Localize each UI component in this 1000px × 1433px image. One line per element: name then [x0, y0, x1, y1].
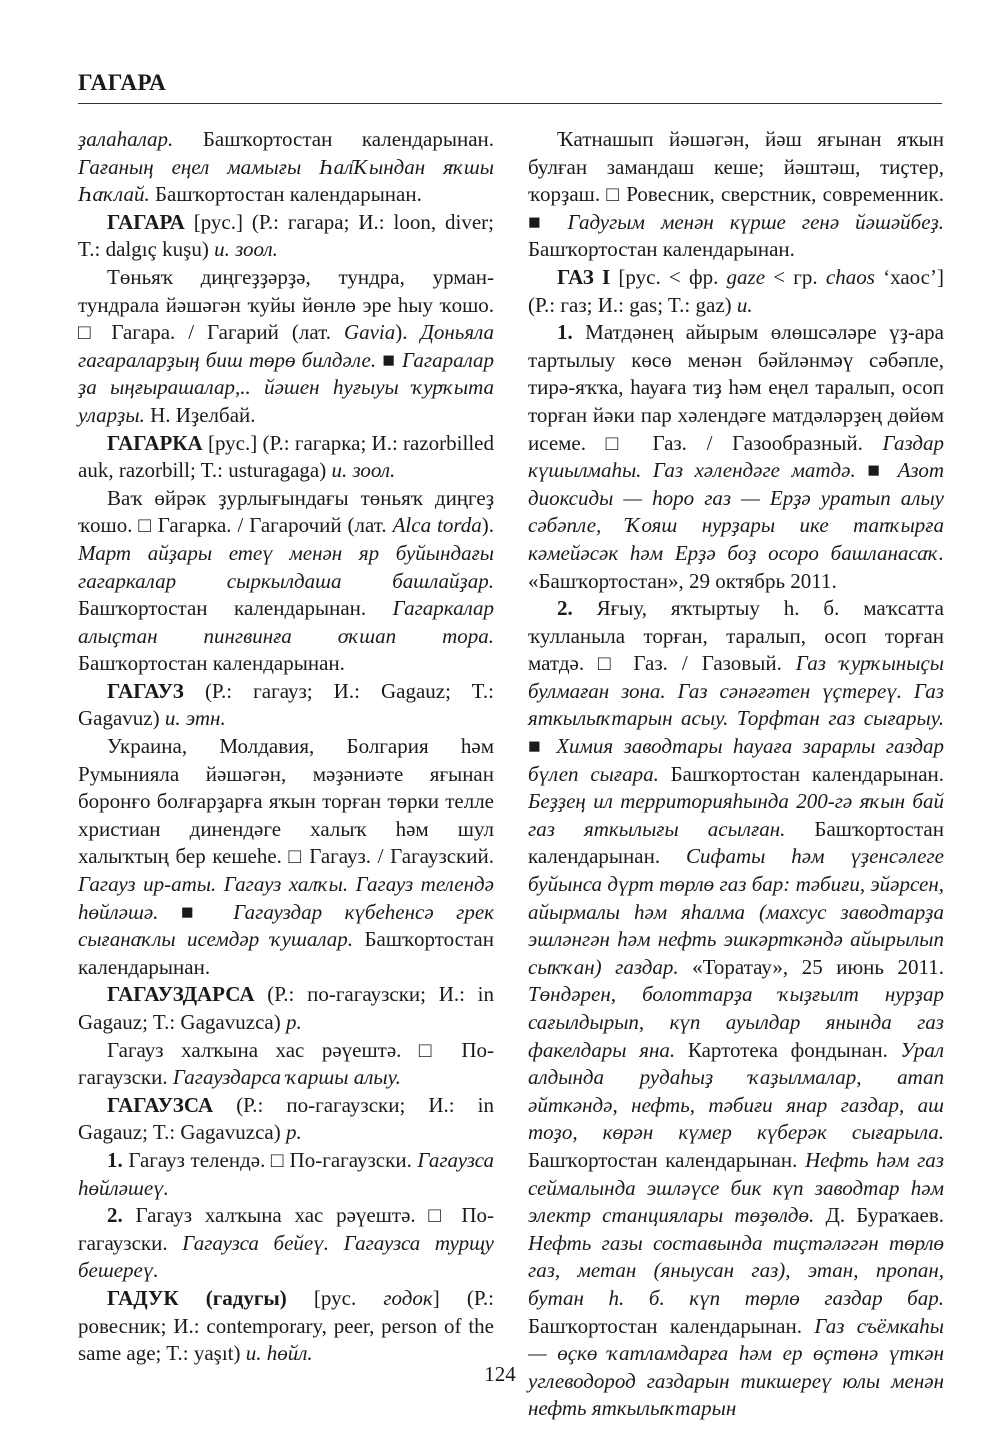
entry-headword: ГАГАУЗДАРСА [107, 982, 255, 1007]
text-run: ■ [376, 347, 402, 372]
text-run: Ваҡ өйрәк ҙурлығындағы төньяҡ диңгеҙ ҡошо. □ Гагарка. / Гагарочий (лат. [78, 485, 494, 538]
entry-headword: 2. [107, 1203, 123, 1228]
text-run: Башҡортостан календарынан. [149, 182, 422, 207]
dictionary-paragraph [78, 981, 494, 1036]
italic-text: Гадугым менән күрше генә йәшәйбеҙ. [567, 209, 945, 234]
dictionary-paragraph [78, 1092, 494, 1147]
entry-headword: ГАГАРА [107, 209, 185, 234]
text-run: Башҡортостан календарынан. [173, 127, 494, 151]
italic-text: р. [285, 1120, 302, 1145]
italic-text: Нефть һәм газ сеймалында эшләүсе бик күп заводтар һәм электр станциялары төҙөлдө. [528, 1147, 944, 1228]
right-column [528, 126, 944, 1423]
italic-text: Газдар күшылмаһы. Газ хәлендәге матдә. [528, 430, 944, 483]
italic-text: Гагаралар ҙа ыңғырашалар,.. йәшен һуғыуы ҡурҡыта уларҙы. [78, 347, 494, 427]
italic-text: Гагауздарса ҡаршы алыу. [172, 1065, 401, 1090]
italic-text: Gavia [343, 320, 396, 345]
italic-text: Азот диоксиды — һоро газ — Ерҙә уратып алыу сәбәпле, Ҡояш нурҙары ике тапҡырға кәмейәсәк һәм Ерҙә боҙ осоро башланасаҡ. [528, 458, 944, 565]
italic-text: р. [285, 1010, 302, 1034]
left-column [78, 126, 494, 1368]
italic-text: Гагаркалар алыҫтан пингвинға оҡшап тора. [78, 596, 494, 648]
italic-text: Газ ҡурҡыныҫы булмаған зона. Газ сәнәғәтен үҫтереү. Газ яткылыҡтарын асыу. Торфтан газ сығарыу. [528, 651, 944, 731]
italic-text: Урал алдында рудаһыҙ ҡаҙылмалар, атап әйткәндә, нефть, тәбиғи янар газдар, аш тоҙо, көрән күмер күберәк сығарыла. [528, 1037, 944, 1145]
text-run: «Башҡортостан», 29 октябрь 2011. [528, 568, 837, 593]
page-number: 124 [484, 1362, 516, 1386]
text-run: ] (Р.: ровесник; И.: contemporary, peer, person of the same age; T.: yaşıt) [78, 1285, 494, 1366]
text-run: Төньяҡ диңгеҙҙәрҙә, тундра, урман-тундрала йәшәгән ҡуйы йөнлө эре һыу ҡошо. □ Гагара. / Гагарий (лат. [78, 264, 494, 345]
dictionary-paragraph [78, 1285, 494, 1368]
dictionary-paragraph [78, 1147, 494, 1202]
text-run: Башҡортостан календарынан. [528, 1313, 815, 1338]
entry-headword: ГАГАУЗ [107, 678, 184, 703]
header-divider [78, 103, 942, 104]
text-run: (Р.: по-гагаузски; И.: in Gagauz; T.: Gagavuzca) [78, 1092, 494, 1145]
dictionary-paragraph [78, 264, 494, 430]
text-run: Башҡортостан календарынан. [528, 237, 795, 262]
text-run: Башҡортостан календарынан. [78, 651, 345, 676]
italic-text: годок [383, 1285, 433, 1310]
text-run: Картотека фондынан. [675, 1037, 901, 1062]
italic-text: ҙалаһалар. [78, 127, 174, 151]
text-run: (Р.: гагауз; И.: Gagauz; T.: Gagavuz) [78, 678, 494, 731]
dictionary-paragraph [528, 126, 944, 264]
text-run: ■ [855, 458, 898, 483]
dictionary-paragraph [78, 430, 494, 485]
italic-text: Гагаузса һөйләшеү. [78, 1147, 494, 1200]
text-run: Ҡатнашып йәшәгән, йәш яғынан яҡын булған замандаш кеше; йәштәш, тиҫтер, ҡорҙаш. □ Ровесник, сверстник, современник. ■ [528, 127, 944, 234]
text-run: ■ [528, 734, 557, 759]
italic-text: и. зоол. [214, 237, 278, 262]
text-run: Башҡортостан календарынан. [658, 761, 944, 786]
italic-text: Газ съёмкаһы — өҫкө ҡатламдарға һәм ер өҫтөнә үткән углеводород газдарын тикшереү юлы менән нефть яткылыҡтарын [528, 1313, 944, 1421]
dictionary-paragraph [528, 264, 944, 319]
text-run: Гагауз халҡына хас рәүештә. □ По-гагаузски. [78, 1203, 494, 1255]
italic-text: Март айҙары етеү менән яр буйындағы гагаркалар сыркылдаша башлайҙар. [78, 540, 494, 593]
dictionary-paragraph [78, 209, 494, 264]
text-run: ‘хаос’] (Р.: газ; И.: gas; T.: gaz) [528, 264, 944, 317]
dictionary-paragraph [528, 595, 944, 1423]
text-run: (Р.: по-гагаузски; И.: in Gagauz; T.: Gagavuzca) [78, 982, 494, 1034]
text-run: ). [481, 513, 494, 538]
text-run: < гр. [765, 264, 826, 289]
text-run: Башҡортостан календарынан. [528, 1147, 806, 1172]
entry-headword: 1. [557, 320, 573, 345]
italic-text: Төндәрен, болоттарҙа ҡыҙғылт нурҙар сағылдырып, күп ауылдар янында газ факелдары яна. [528, 982, 944, 1062]
italic-text: и. [736, 292, 753, 317]
italic-text: и. этн. [164, 706, 226, 731]
italic-text: и. зоол. [331, 458, 396, 483]
italic-text: Гағаның еңел мамығы ҺалҠындан яҡшы Һаҡлай. [78, 154, 494, 207]
dictionary-paragraph [78, 733, 494, 981]
italic-text: и. һөйл. [245, 1341, 313, 1366]
dictionary-paragraph [78, 1037, 494, 1092]
text-run: Гагауз телендә. □ По-гагаузски. [122, 1147, 418, 1172]
dictionary-paragraph [528, 319, 944, 595]
entry-headword: ГАЗ I [557, 264, 611, 289]
italic-text: Нефть газы составында тиҫтәләгән төрлө газ, метан (яныусан газ), этан, пропан, бутан һ. б. күп төрлө газдар бар. [528, 1230, 944, 1310]
italic-text: Гагаузса бейеү. Гагаузса турщу бешереү. [78, 1230, 494, 1283]
text-run: Д. Бураҡаев. [814, 1203, 944, 1228]
italic-text: Гагауздар күбеһенсә грек сығанаҡлы исемдәр ҡушалар. [78, 899, 494, 952]
italic-text: Химия заводтары һауаға зарарлы газдар бүлеп сығара. [528, 734, 944, 786]
text-run: ). [395, 320, 421, 345]
italic-text: Сифаты һәм үҙенсәлеге буйынса дүрт төрлө газ бар: тәбиғи, эйәрсен, айырмалы һәм яһалма (махсус заводтарҙа эшләнгән һәм нефть эшкәрткәндә айырылып сыҡҡан) газдар. [528, 844, 944, 979]
entry-headword: ГАГАРКА [107, 430, 203, 455]
italic-text: gaze [726, 264, 766, 289]
text-run: [рус.] (Р.: гагарка; И.: razorbilled auk, razorbill; T.: usturagaga) [78, 430, 494, 483]
italic-text: Доньяла гагараларҙың биш төрө билдәле. [78, 320, 494, 372]
text-run: Яғыу, яҡтыртыу һ. б. маҡсатта ҡулланыла торған, таралып, осоп торған матдә. □ Газ. / Газовый. [528, 596, 944, 676]
entry-headword: ГАДУК (гадугы) [107, 1285, 287, 1310]
text-run: [рус.] (Р.: гагара; И.: loon, diver; T.: dalgıç kuşu) [78, 209, 494, 262]
text-run: [рус. [286, 1285, 384, 1310]
dictionary-paragraph [78, 126, 494, 209]
text-run: [рус. < фр. [610, 264, 727, 289]
text-run: Украина, Молдавия, Болгария һәм Румынияла йәшәгән, мәҙәниәте яғынан боронғо болғарҙарға яҡын торған төрки телле христиан динендәге халыҡ һәм шул халыҡтың бер кешеһе. □ Гагауз. / Гагаузский. [78, 734, 494, 869]
page-header-title: ГАГАРА [78, 70, 167, 95]
entry-headword: ГАГАУЗСА [107, 1092, 214, 1117]
dictionary-paragraph [78, 678, 494, 733]
dictionary-paragraph [78, 1202, 494, 1285]
text-run: Башҡортостан календарынан. [78, 596, 393, 621]
text-run: Н. Иҙелбай. [144, 402, 256, 427]
italic-text: chaos [825, 264, 875, 289]
italic-text: Alca torda [392, 513, 482, 538]
italic-text: Беҙҙең ил территорияһында 200-гә яҡын бай газ яткылығы асылған. [528, 789, 944, 841]
text-run: Гагауз халҡына хас рәүештә. □ По-гагаузски. [78, 1037, 494, 1090]
text-run: «Торатау», 25 июнь 2011. [678, 954, 945, 979]
italic-text: Гагауз ир-аты. Гагауз халҡы. Гагауз телендә һөйләшә. [78, 872, 494, 924]
entry-headword: 1. [107, 1147, 123, 1172]
text-run: Матдәнең айырым өлөшсәләре үҙ-ара тартылыу көсө менән бәйләнмәү сәбәпле, тирә-яҡҡа, һауаға тиҙ һәм еңел таралып, осоп торған йәки пар хәлендәге матдәләрҙең дөйөм исеме. □ Газ. / Газообразный. [528, 320, 944, 455]
entry-headword: 2. [557, 596, 573, 621]
text-run: ■ [158, 899, 234, 924]
text-run: Башҡортостан календарынан. [78, 927, 494, 979]
text-run: Башҡортостан календарынан. [528, 816, 944, 869]
dictionary-paragraph [78, 485, 494, 678]
